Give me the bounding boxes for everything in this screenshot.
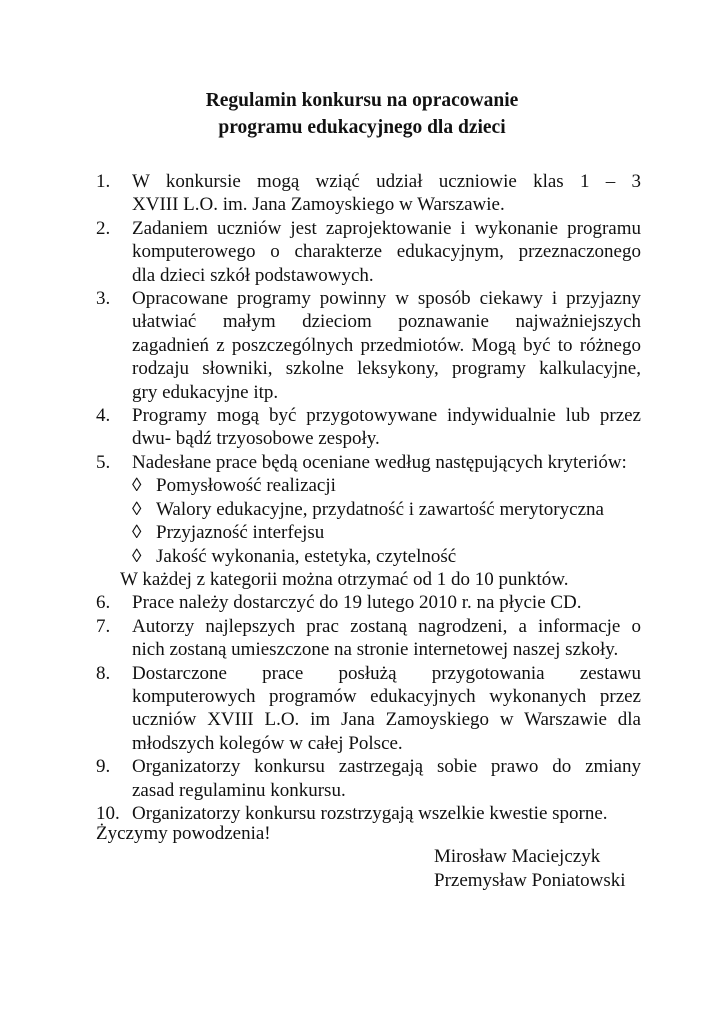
rule-line: dwu- bądź trzyosobowe zespoły. xyxy=(132,428,380,450)
rule-item-6 xyxy=(96,591,641,614)
title-line-1: Regulamin konkursu na opracowanie xyxy=(205,90,519,111)
rule-line: Prace należy dostarczyć do 19 lutego 2010 r. na płycie CD. xyxy=(132,592,582,614)
rule-line: dla dzieci szkół podstawowych. xyxy=(132,264,374,286)
rule-line: W konkursie mogą wziąć udział uczniowie klas 1 – 3 xyxy=(132,171,641,192)
rules-list xyxy=(96,170,641,825)
criteria-text: Przyjazność interfejsu xyxy=(156,522,325,544)
criteria-item xyxy=(132,545,641,568)
rule-item-1 xyxy=(96,170,641,217)
rule-item-7 xyxy=(96,615,641,662)
rule-text xyxy=(132,170,641,217)
rule-line: ułatwiać małym dzieciom poznawanie najważniejszych xyxy=(132,311,641,333)
rule-line: rodzaju słowniki, szkolne leksykony, programy kalkulacyjne, xyxy=(132,358,641,380)
criteria-list xyxy=(96,474,641,568)
rule-number: 9. xyxy=(96,756,111,778)
rule-line: Organizatorzy konkursu zastrzegają sobie prawo do zmiany xyxy=(132,756,641,778)
rule-item-4 xyxy=(96,404,641,451)
rule-line: Programy mogą być przygotowywane indywidualnie lub przez xyxy=(132,405,641,427)
rule-text xyxy=(132,755,641,802)
rule-number: 8. xyxy=(96,662,111,684)
rule-text xyxy=(132,451,641,474)
rule-number: 3. xyxy=(96,288,111,310)
signatory-name: Przemysław Poniatowski xyxy=(434,870,626,891)
rule-line: Zadaniem uczniów jest zaprojektowanie i wykonanie programu xyxy=(132,217,641,239)
rule-item-2 xyxy=(96,217,641,287)
rule-number: 4. xyxy=(96,405,111,427)
rule-text xyxy=(132,287,641,404)
diamond-bullet-icon: ◊ xyxy=(132,475,142,497)
rule-item-5 xyxy=(96,451,641,474)
criteria-item xyxy=(132,498,641,521)
signature-block xyxy=(434,845,626,893)
rule-number: 1. xyxy=(96,171,111,192)
rule-line: zagadnień z poszczególnych przedmiotów. Mogą być to różnego xyxy=(132,334,641,356)
rule-line: nich zostaną umieszczone na stronie internetowej naszej szkoły. xyxy=(132,639,619,661)
rule-line: Autorzy najlepszych prac zostaną nagrodzeni, a informacje o xyxy=(132,615,641,637)
rule-line: uczniów XVIII L.O. im Jana Zamoyskiego w Warszawie dla xyxy=(132,709,641,731)
rule-number: 6. xyxy=(96,592,111,614)
rule-text xyxy=(132,217,641,287)
criteria-item xyxy=(132,521,641,544)
document-title xyxy=(0,87,724,141)
rule-text xyxy=(132,404,641,451)
rule-number: 5. xyxy=(96,451,111,473)
rule-number: 2. xyxy=(96,217,111,239)
criteria-text: Walory edukacyjne, przydatność i zawartość merytoryczna xyxy=(156,498,604,520)
rule-text xyxy=(132,615,641,662)
criteria-text: Jakość wykonania, estetyka, czytelność xyxy=(156,545,457,567)
diamond-bullet-icon: ◊ xyxy=(132,498,142,520)
rule-item-9 xyxy=(96,755,641,802)
rule-line: młodszych kolegów w całej Polsce. xyxy=(132,732,403,754)
rule-text xyxy=(132,662,641,756)
diamond-bullet-icon: ◊ xyxy=(132,545,142,567)
rule-text xyxy=(132,591,641,614)
rule-line: Opracowane programy powinny w sposób ciekawy i przyjazny xyxy=(132,288,641,310)
rule-number: 10. xyxy=(96,802,120,824)
scoring-note: W każdej z kategorii można otrzymać od 1 do 10 punktów. xyxy=(120,568,569,590)
rule-line: Organizatorzy konkursu rozstrzygają wszelkie kwestie sporne. xyxy=(132,802,608,824)
rule-number: 7. xyxy=(96,615,111,637)
title-line-2: programu edukacyjnego dla dzieci xyxy=(218,117,506,138)
diamond-bullet-icon: ◊ xyxy=(132,522,142,544)
rule-line: Nadesłane prace będą oceniane według następujących kryteriów: xyxy=(132,451,627,473)
criteria-text: Pomysłowość realizacji xyxy=(156,475,336,497)
rule-line: Dostarczone prace posłużą przygotowania zestawu xyxy=(132,662,641,684)
closing-greeting: Życzymy powodzenia! xyxy=(96,823,271,844)
rule-item-3 xyxy=(96,287,641,404)
rule-item-8 xyxy=(96,662,641,756)
rule-line: XVIII L.O. im. Jana Zamoyskiego w Warszawie. xyxy=(132,194,505,216)
signatory-name: Mirosław Maciejczyk xyxy=(434,846,601,867)
rule-line: komputerowych programów edukacyjnych wykonanych przez xyxy=(132,685,641,707)
rule-line: gry edukacyjne itp. xyxy=(132,381,279,403)
rule-line: komputerowego o charakterze edukacyjnym, przeznaczonego xyxy=(132,241,641,263)
criteria-item xyxy=(132,474,641,497)
rule-line: zasad regulaminu konkursu. xyxy=(132,779,346,801)
